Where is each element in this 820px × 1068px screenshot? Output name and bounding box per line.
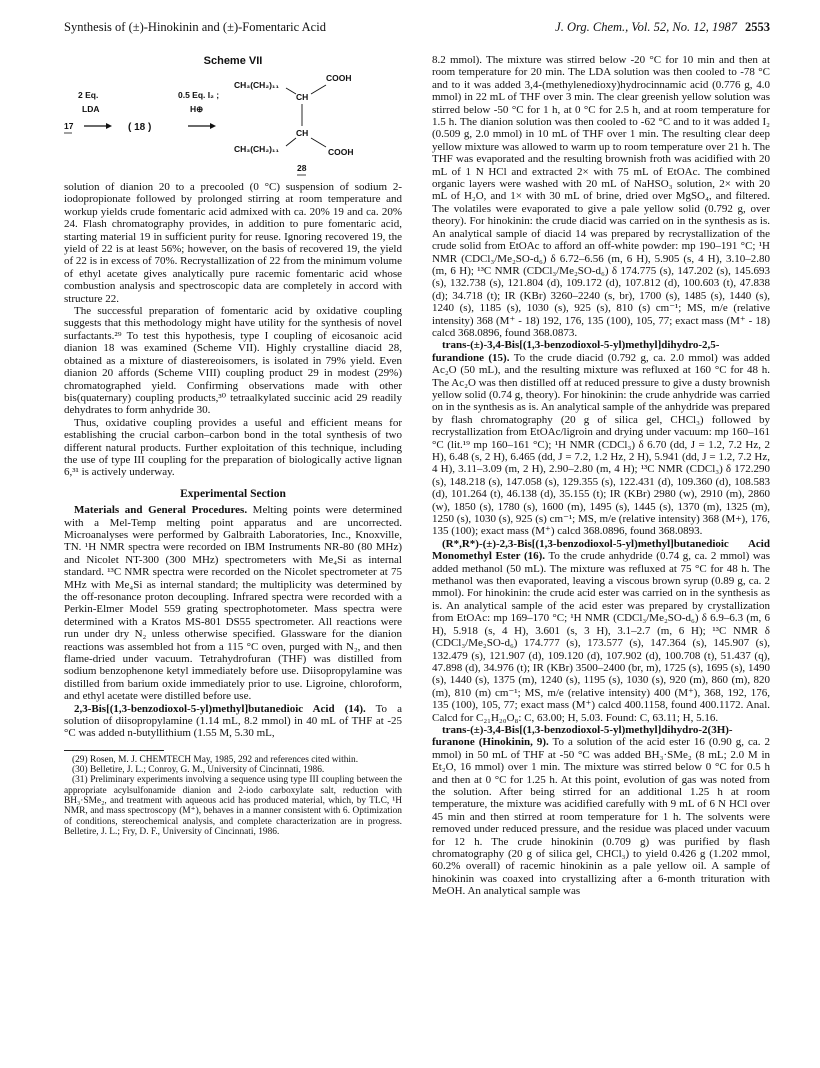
general-procedures-text: Melting points were determined with a Mel-Temp melting point apparatus and are uncorrected. Microanalyses were performed by Galbraith Laboratories, Inc., Knoxville, TN. ¹H NMR spectra were recorded on IBM Instruments NR-80 (80 MHz) and Nicolet NT-300 (300 MHz) spectrometers with Me₄Si as internal standard. ¹³C NMR spectra were recorded on the Nicolet spectrometer at 75 MHz with Me₄Si as internal standard; the multiplicity was determined by the off-resonance proton decoupling. Infrared spectra were recorded with a Perkin-Elmer Model 559 grating spectrophotometer. Mass spectra were determined with a Kratos MS-801 DS55 spectrometer. All reactions were run under dry N₂ unless otherwise specified. Glassware for the dianion reactions was assembled hot from a 115 °C oven, purged with N₂, and then flame-dried under vacuum. Tetrahydrofuran (THF) was distilled from sodium benzophenone ketyl immediately before use. Diisopropylamine was distilled from barium oxide immediately prior to use. Ligroine, chloroform, and ethyl acetate were distilled before use. xyxy=(64,504,402,703)
top-alkyl-chain: CH₃(CH₂)₁₁ xyxy=(234,80,279,90)
compound-16-text: To the crude anhydride (0.74 g, ca. 2 mmol) was added methanol (50 mL). The mixture was refluxed at 75 °C for 48 h. The methanol was then evaporated, leaving a viscous brown syrup (0.89 g, ca. 2 mmol). For hinokinin: the crude acid ester was carried on in the synthesis as is. An analytical sample of the acid ester was prepared by crystallization from EtOAc: mp 169–170 °C; ¹H NMR (CDCl₃/Me₂SO-d₆) δ 6.9–6.3 (m, 6 H), 5.918 (s, 4 H), 3.601 (s, 3 H), 3.1–2.7 (m, 6 H); ¹³C NMR δ (CDCl₃/Me₂SO-d₆) 174.777 (s), 173.577 (s), 147.364 (s), 145.907 (s), 132.479 (s), 121.907 (d), 109.120 (d), 107.902 (d), 100.708 (t), 51.437 (q), 47.898 (d), 34.976 (t); IR (KBr) 3500–2400 (br, m), 1725 (s), 1695 (s), 1490 (s), 1440 (s), 1375 (m), 1240 (s), 1195 (s), 1030 (s), 920 (m), 860 (m), 820 (m), 810 (m) cm⁻¹; MS, m/e (relative intensity) 400 (M⁺), 368, 192, 176, 135 (100), 105, 77; exact mass (M⁺) calcd 400.1158, found 400.1172. Anal. Calcd for C₂₁H₂₀O₈: C, 63.00; H, 5.03. Found: C, 63.11; H, 5.16. xyxy=(432,550,771,724)
compound-14-procedure xyxy=(64,703,402,740)
scheme-title: Scheme VII xyxy=(203,55,263,67)
general-procedures-heading: Materials and General Procedures. xyxy=(74,504,248,517)
running-title: Synthesis of (±)-Hinokinin and (±)-Fomentaric Acid xyxy=(64,20,326,34)
bond-top-chain xyxy=(286,88,296,94)
reagent-1-base: LDA xyxy=(82,104,100,114)
arrow-2-head xyxy=(210,123,216,129)
journal-name: J. Org. Chem., Vol. 52, No. 12, 1987 xyxy=(555,20,737,34)
top-carboxyl: COOH xyxy=(326,73,352,83)
journal-citation xyxy=(555,20,770,35)
compound-15-procedure xyxy=(432,339,770,538)
bottom-carboxyl: COOH xyxy=(328,147,354,157)
hinokinin-procedure xyxy=(432,724,770,898)
product-28: 28 xyxy=(297,163,307,173)
bond-bottom-acid xyxy=(311,138,326,147)
general-procedures xyxy=(64,504,402,703)
footnote-30: (30) Belletire, J. L.; Conroy, G. M., University of Cincinnati, 1986. xyxy=(72,765,325,776)
body-paragraph-1: solution of dianion 20 to a precooled (0 °C) suspension of sodium 2-iodopropionate followed by prolonged stirring at room temperature and workup yields crude fomentaric acid admixed with ca. 20% 19 and ca. 20% 24. Flash chromatography provides, in addition to pure fomentaric acid, starting material 19 in sufficient purity for reuse. Ignoring recovered 19, the yield of 22 is at least 56%; however, on the basis of recovered 19, the yield of 22 is in excess of 70%. Recrystallization of 22 from the minimum volume of ethyl acetate gives analytically pure racemic fomentaric acid whose combustion analysis and spectroscopic data are completely in accord with structure 22. xyxy=(64,181,402,305)
scheme-diagram xyxy=(64,54,402,180)
left-column xyxy=(64,54,402,837)
reagent-2-amount: 0.5 Eq. I₂ ; xyxy=(178,90,220,100)
footnotes xyxy=(64,755,402,837)
compound-15-heading: trans-(±)-3,4-Bis[(1,3-benzodioxol-5-yl)methyl]dihydro-2,5-furandione (15). xyxy=(432,339,720,364)
compound-14-continued: 8.2 mmol). The mixture was stirred below -20 °C for 10 min and then at room temperature for 20 min. The LDA solution was then cooled to -78 °C and to it was added 3,4-(methylenedioxy)hydrocinnamic acid (0.776 g, 4.0 mmol) in 22 mL of THF over 3 min. The clear greenish yellow solution was stirred below -50 °C for 1 h, at 0 °C for 2.5 h, and at room temperature for 1.5 h. The dianion solution was then cooled to -62 °C and to it was added I₂ (0.509 g, 2.0 mmol) in 10 mL of THF over 1 min. The resulting clear deep yellow mixture was allowed to warm up to room temperature over 21 h. The THF was evaporated and the resulting brownish froth was acidified with 20 mL of 1 N HCl and extracted 2× with 75 mL of EtOAc. The combined organic layers were washed with 20 mL of NaHSO₃ solution, 2× with 20 mL of H₂O, and 1× with 30 mL of brine, dried over MgSO₄, and filtered. The volatiles were evaporated to give a pale yellow solid (0.792 g, over theory). For hinokinin: the crude diacid was carried on in the synthesis as is. An analytical sample of diacid 14 was prepared by recrystallization of the crude solid from EtOAc to afford an off-white powder: mp 190–191 °C; ¹H NMR (CDCl₃/Me₂SO-d₆) δ 6.72–6.56 (m, 6 H), 5.905 (s, 4 H), 3.10–2.80 (m, 6 H); ¹³C NMR (CDCl₃/Me₂SO-d₆) δ 174.775 (s), 147.202 (s), 145.693 (s), 132.738 (s), 121.804 (d), 109.172 (d), 107.812 (d), 100.603 (t), 47.838 (d); 34.718 (t); IR (KBr) 3260–2240 (s, br), 1700 (s), 1485 (s), 1440 (s), 1240 (s), 1185 (s), 1030 (s), 925 (s), 810 (s) cm⁻¹; MS, m/e (relative intensity) 368 (M⁺ - 18) 192, 176, 135 (100), 105, 77; exact mass (M⁺ - 18) calcd 368.0896, found 368.0873. xyxy=(432,54,770,339)
bottom-methine: CH xyxy=(296,128,309,138)
footnote-rule xyxy=(64,750,164,751)
compound-14-text: To a solution of diisopropylamine (1.14 mL, 8.2 mmol) in 40 mL of THF at -25 °C was added n-butyllithium (1.55 M, 5.30 mL, xyxy=(64,702,402,740)
compound-16-heading: (R*,R*)-(±)-2,3-Bis[(1,3-benzodioxol-5-yl)methyl]butanedioic Acid Monomethyl Ester (16). xyxy=(432,537,770,563)
running-header xyxy=(64,20,770,36)
bond-top-acid xyxy=(311,85,326,94)
intermediate-18: ( 18 ) xyxy=(128,122,152,133)
arrow-1-head xyxy=(106,123,112,129)
right-column xyxy=(432,54,770,898)
compound-15-text: To the crude diacid (0.792 g, ca. 2.0 mmol) was added Ac₂O (50 mL), and the resulting mixture was refluxed at 160 °C for 48 h. The Ac₂O was then distilled off at reduced pressure to give a dusty brownish yellow solid (0.74 g, theory). For hinokinin: the crude anhydride was carried on in the synthesis as is. An analytical sample of the anhydride was prepared by flash chromatography (20 g of silica gel, CHCl₃) followed by recrystallization from EtOAc/ligroin and drying under vacuum: mp 160–161 °C (lit.¹⁹ mp 160–161 °C); ¹H NMR (CDCl₃) δ 6.70 (dd, J = 1.2, 7.2 Hz, 2 H), 6.48 (s, 2 H), 6.465 (dd, J = 7.2, 1.2 Hz, 2 H), 5.941 (dd, J = 1.2, 7.2 Hz, 4 H), 3.11–3.09 (m, 2 H), 2.90–2.80 (m, 4 H); ¹³C NMR (CDCl₃) δ 172.290 (s), 148.218 (s), 147.058 (s), 129.355 (s), 122.431 (d), 109.360 (d), 108.583 (d), 101.264 (t), 46.138 (d), 35.155 (t); IR (KBr) 2980 (w), 2910 (m), 2860 (w), 1850 (s), 1780 (s), 1600 (m), 1495 (s), 1445 (s), 1370 (m), 1325 (m), 1250 (s), 1030 (s), 925 (s) cm⁻¹; MS, m/e (relative intensity) 368 (M+), 176, 135 (100); exact mass (M⁺) calcd 368.0896, found 368.0893. xyxy=(432,351,770,538)
bond-bottom-chain xyxy=(286,138,296,146)
hinokinin-text: To a solution of the acid ester 16 (0.90 g, ca. 2 mmol) in 50 mL of THF at -50 °C was added BH₃·SMe₂ (8 mL; 2.0 M in Et₂O, 16 mmol) over 1 min. The mixture was stirred below 0 °C for 0.5 h and then at 0 °C for 1.25 h. At this point, evolution of gas was noted from the solution. After being stirred for an additional 1.25 h at room temperature, the mixture was acidified carefully with 9 mL of 6 N HCl over 45 min and then stirred at room temperature for 1 h. The solvents were removed under reduced pressure, and the residue was placed under vacuum for 12 h. The crude hinokinin (0.709 g) was purified by flash chromatography (20 g of silica gel, CHCl₃) to yield 0.426 g (1.202 mmol, 60.2% overall) of racemic hinokinin as a pale yellow oil. A sample of hinokinin was coaxed into crystallizing after a 6-month trituration with MeOH. An analytical sample was xyxy=(432,736,770,898)
hinokinin-heading: trans-(±)-3,4-Bis[(1,3-benzodioxol-5-yl)methyl]dihydro-2(3H)-furanone (Hinokinin, 9). xyxy=(432,723,733,749)
body-paragraph-3: Thus, oxidative coupling provides a useful and efficient means for establishing the crucial carbon–carbon bond in the total synthesis of two different natural products. Further exploitation of this technique, including the use of type III coupling for the preparation of biologically active lignan 6,³¹ is actively underway. xyxy=(64,416,402,479)
top-methine: CH xyxy=(296,92,309,102)
starting-material-17: 17 xyxy=(64,121,74,131)
compound-16-procedure xyxy=(432,538,770,724)
body-paragraph-2: The successful preparation of fomentaric acid by oxidative coupling suggests that this methodology might have utility for the synthesis of novel surfactants.²⁹ To test this hypothesis, type I coupling of eicosanoic acid dianion 18 was examined (Scheme VII). Highly crystalline diacid 28, obtained as a mixture of diastereoisomers, is isolated in 79% yield. Even dianion 20 affords (Scheme VIII) coupling product 29 in modest (29%) chromatographed yield. Confirming observations made with other bis(quaternary) coupling products,³⁰ tetraalkylated succinic acid 29 readily dehydrates to form anhydride 30. xyxy=(64,305,402,417)
page-number: 2553 xyxy=(745,20,770,34)
section-heading: Experimental Section xyxy=(180,487,286,500)
scheme-vii xyxy=(64,54,402,180)
footnote-29: (29) Rosen, M. J. CHEMTECH May, 1985, 292 and references cited within. xyxy=(72,754,359,765)
reagent-1-amount: 2 Eq. xyxy=(78,90,99,100)
reagent-2-acid: H⊕ xyxy=(190,104,204,114)
compound-14-heading: 2,3-Bis[(1,3-benzodioxol-5-yl)methyl]butanedioic Acid (14). xyxy=(74,702,366,715)
bottom-alkyl-chain: CH₃(CH₂)₁₁ xyxy=(234,144,279,154)
footnote-31: (31) Preliminary experiments involving a sequence using type III coupling between the appropriate acylsulfonamide dianion and 2-iodo carboxylate salt, reduction with BH₃·SMe₂, and treatment with aqueous acid has produced material, which, by TLC, ¹H NMR, and mass spectroscopy (M⁺), behaves in a manner consistent with 6. Optimization of conditions, stereochemical analysis, and complete characterization are in progress. Belletire, J. L.; Fry, D. F., University of Cincinnati, 1986. xyxy=(64,775,402,837)
